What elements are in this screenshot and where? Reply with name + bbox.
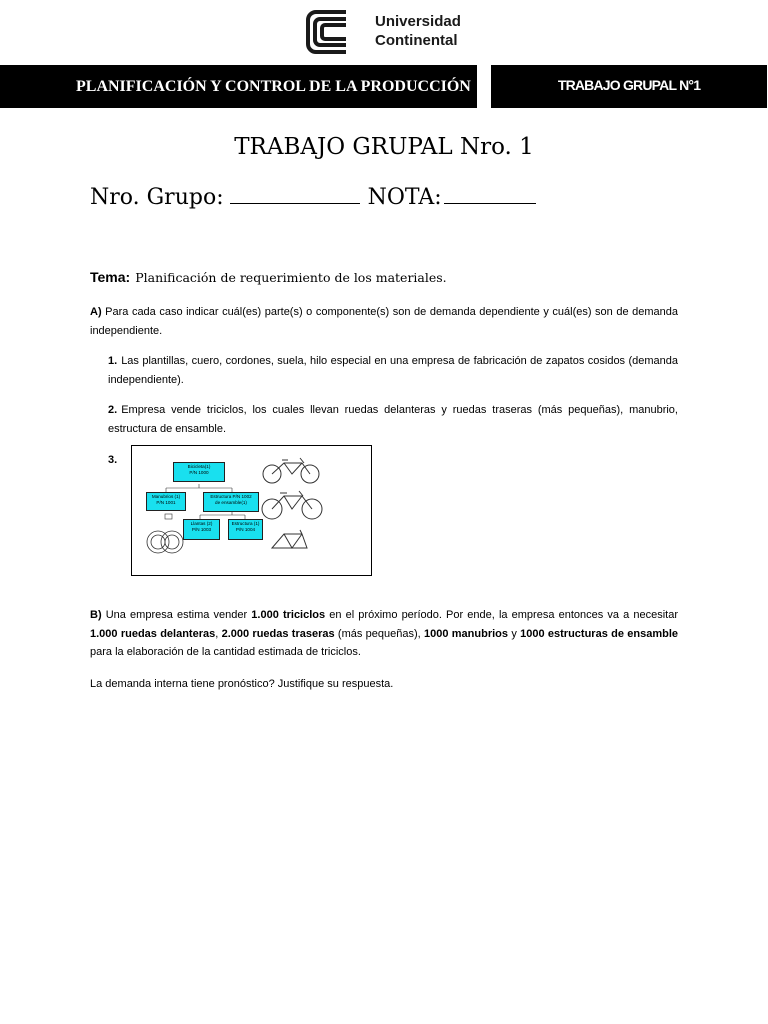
section-b-bold: 1.000 ruedas delanteras	[90, 627, 216, 640]
section-a	[90, 303, 678, 340]
bicycle-icon	[262, 491, 322, 519]
section-b-bold: 2.000 ruedas traseras	[221, 627, 335, 640]
course-title: PLANIFICACIÓN Y CONTROL DE LA PRODUCCIÓN	[76, 78, 471, 95]
question-line: La demanda interna tiene pronóstico? Justifique su respuesta.	[90, 678, 394, 690]
section-b-text: ,	[215, 627, 222, 640]
diagram-box-bicicleta	[173, 462, 225, 482]
section-b-text: en el próximo período. Por ende, la empresa entonces va a necesitar	[325, 609, 678, 621]
group-label: Nro. Grupo:	[90, 185, 224, 210]
list-item-number: 3.	[108, 454, 118, 466]
grade-label: NOTA:	[367, 185, 442, 210]
section-b-text: Una empresa estima vender	[101, 609, 252, 621]
box-label: Bicicleta(1)	[187, 464, 211, 469]
diagram-box-estructura-ensamble	[203, 492, 259, 512]
wheels-icon	[147, 531, 183, 553]
diagram-box-manubrios	[146, 492, 186, 511]
section-b-text: y	[508, 627, 521, 640]
section-a-label: A)	[90, 306, 102, 318]
bicycle-icon	[263, 458, 319, 483]
box-part-number: P/N 1000	[189, 469, 209, 475]
box-label: Manubrios (1)	[151, 494, 181, 499]
list-item	[108, 401, 678, 438]
box-label: Estructura (1)	[231, 521, 260, 526]
diagram-box-llantas	[183, 519, 220, 540]
box-part-number: P/N 1003	[191, 526, 212, 532]
assignment-label: TRABAJO GRUPAL N°1	[557, 77, 701, 93]
section-a-text: Para cada caso indicar cuál(es) parte(s) o componente(s) son de demanda dependiente y cuál(es) son de demanda independiente.	[90, 306, 678, 337]
list-item-text: Empresa vende triciclos, los cuales llevan ruedas delanteras y ruedas traseras (más pequeñas), manubrio, estructura de ensamble.	[108, 404, 678, 435]
section-b-label: B)	[90, 609, 102, 621]
box-label: Llantas (2)	[190, 521, 213, 526]
topic-line	[90, 269, 447, 285]
box-sublabel: de ensamble(1)	[215, 499, 247, 505]
bill-of-materials-diagram	[131, 445, 372, 576]
list-item	[108, 352, 678, 389]
document-title: TRABAJO GRUPAL Nro. 1	[234, 134, 534, 160]
section-b-text: (más pequeñas),	[334, 627, 424, 640]
box-part-number: P/N 1004	[235, 526, 256, 532]
diagram-box-estructura	[228, 519, 263, 540]
group-blank	[230, 183, 360, 204]
university-name-line2: Continental	[375, 32, 458, 49]
section-b	[90, 606, 678, 662]
list-item-number: 2.	[108, 404, 118, 416]
list-item-text: Las plantillas, cuero, cordones, suela, hilo especial en una empresa de fabricación de zapatos cosidos (demanda independiente).	[108, 355, 678, 386]
box-label: Estructura P/N 1002	[210, 494, 252, 499]
course-title-bar	[0, 65, 477, 108]
section-b-bold: 1000 manubrios	[424, 627, 509, 640]
section-b-text: para la elaboración de la cantidad estimada de triciclos.	[90, 646, 361, 658]
university-name-line1: Universidad	[375, 13, 461, 30]
section-b-bold: 1000 estructuras de ensamble	[520, 627, 678, 640]
assignment-label-bar	[491, 65, 767, 108]
section-b-bold: 1.000 triciclos	[251, 609, 326, 621]
university-logo	[306, 10, 466, 56]
topic-label: Tema:	[90, 269, 131, 285]
group-grade-line	[90, 183, 536, 210]
grade-blank	[444, 183, 536, 204]
list-item-number: 1.	[108, 355, 118, 367]
topic-text: Planificación de requerimiento de los materiales.	[135, 270, 447, 285]
continental-logo-icon	[306, 10, 368, 54]
frame-icon	[272, 530, 307, 548]
box-part-number: P/N 1001	[156, 499, 176, 505]
